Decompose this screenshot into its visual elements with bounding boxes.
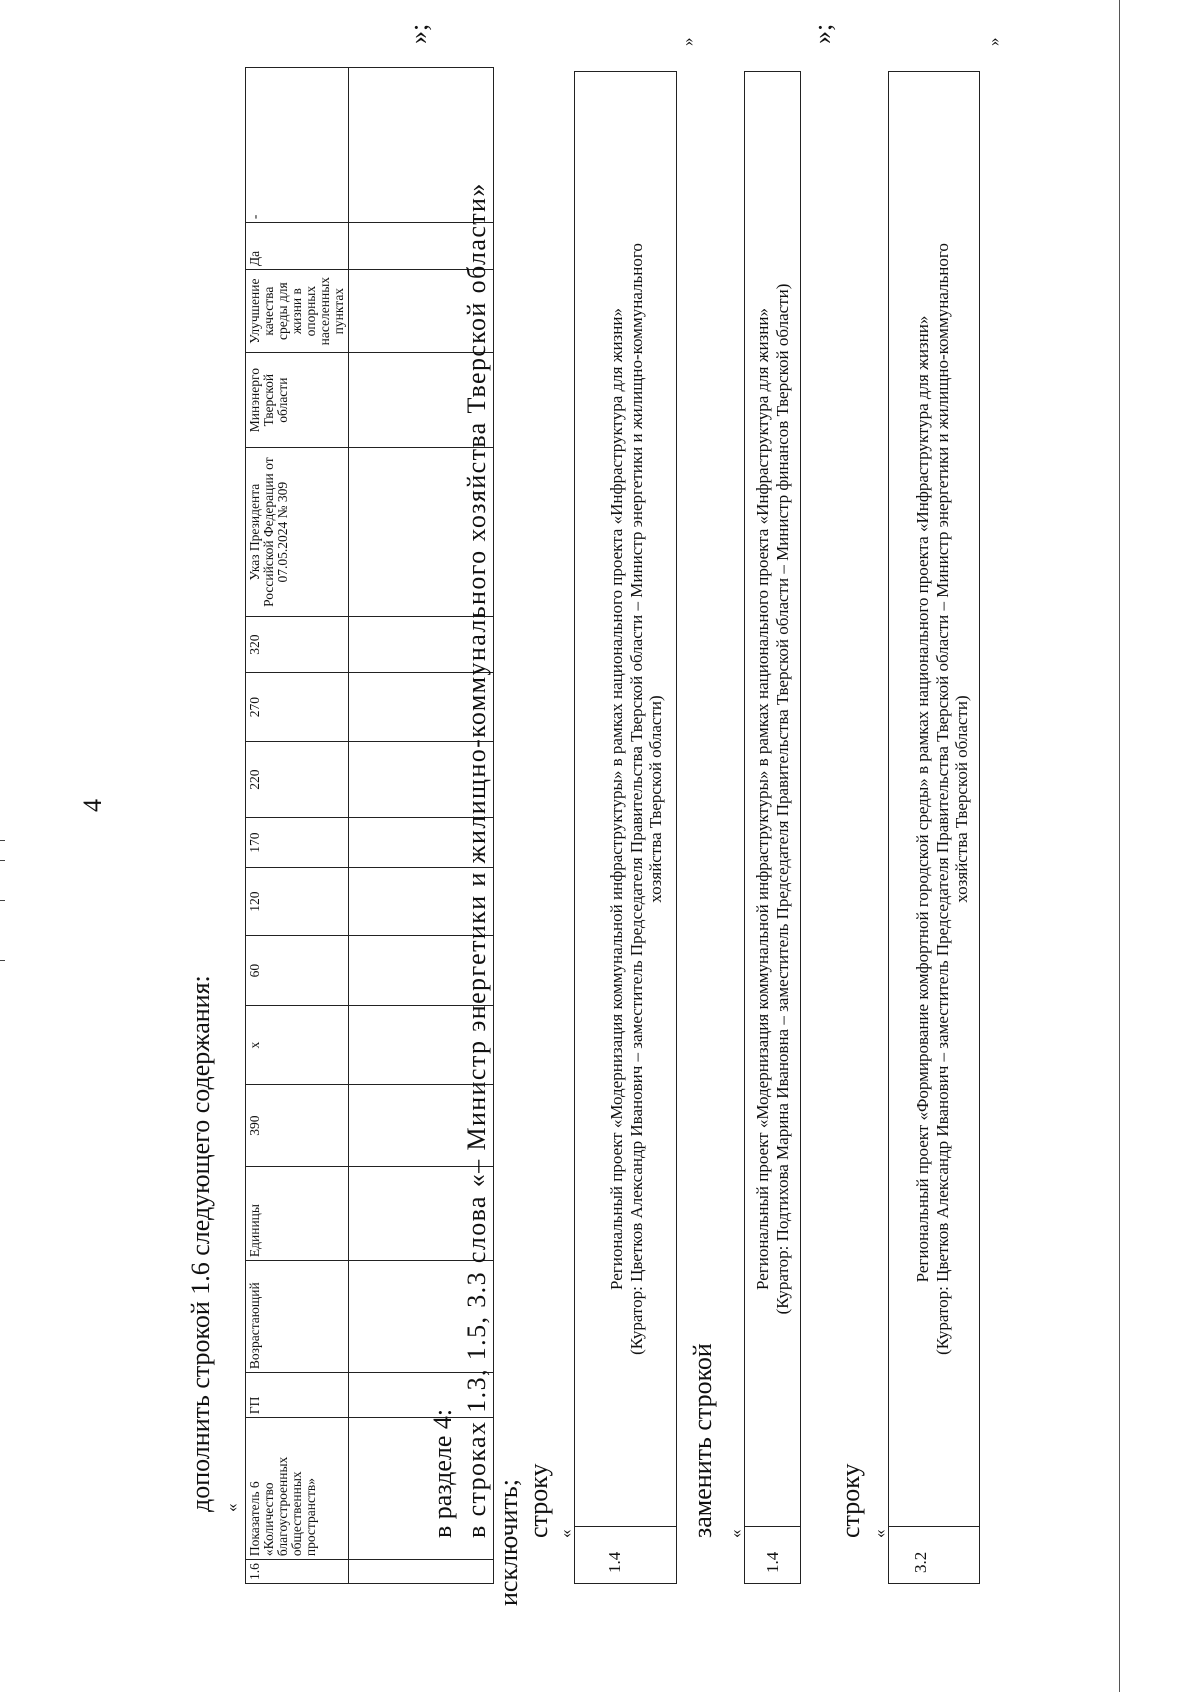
- value-cell: 270: [246, 673, 349, 742]
- project-line: Региональный проект «Формирование комфортной городской среды» в рамках национального проекта «Инфраструктура для жизни»: [913, 315, 932, 1283]
- project-row: [744, 71, 801, 1584]
- value-cell: 320: [246, 617, 349, 673]
- project-line: Региональный проект «Модернизация коммунальной инфраструктуры» в рамках национального проекта «Инфраструктура для жизни»: [607, 308, 626, 1290]
- curator-line: хозяйства Тверской области): [952, 695, 971, 903]
- intro-text: дополнить строкой 1.6 следующего содержания:: [186, 975, 215, 1512]
- curator-line: (Куратор: Подтихова Марина Ивановна – заместитель Председателя Правительства Тверской области – Министр финансов Тверской области): [772, 283, 792, 1315]
- curator-line: (Куратор: Цветков Александр Иванович – заместитель Председателя Правительства Тверской области – Министр энергетики и жилищно-коммунального: [626, 243, 646, 1355]
- value-cell: 60: [246, 936, 349, 1006]
- level-cell: ГП: [246, 1373, 349, 1418]
- open-quote: «: [870, 1529, 889, 1538]
- page-number: 4: [78, 799, 107, 812]
- row-number: 3.2: [889, 1526, 979, 1583]
- table-row: [246, 68, 349, 1584]
- section-heading: в разделе 4:: [428, 1408, 457, 1538]
- unit-cell: Единицы: [246, 1167, 349, 1261]
- replace-text: заменить строкой: [688, 1343, 717, 1538]
- exclude-text: исключить;: [494, 1479, 523, 1606]
- value-cell: x: [246, 1006, 349, 1085]
- responsible-cell: Минэнерго Тверской области: [246, 353, 349, 448]
- row-number: 1.4: [575, 1526, 676, 1583]
- open-quote: «: [222, 1503, 241, 1512]
- project-line: Региональный проект «Модернизация коммунальной инфраструктуры» в рамках национального проекта «Инфраструктура для жизни»: [753, 308, 772, 1290]
- row-number: 1.4: [745, 1526, 800, 1583]
- close-quote: »;: [404, 23, 433, 44]
- goal-cell: Улучшение качества среды для жизни в опорных населенных пунктах: [246, 270, 349, 353]
- close-quote: »;: [808, 23, 837, 44]
- open-quote: «: [726, 1529, 745, 1538]
- flag-cell: Да: [246, 223, 349, 270]
- value-cell: 390: [246, 1085, 349, 1167]
- document-cell: Указ Президента Российской Федерации от 07.05.2024 № 309: [246, 448, 349, 617]
- dash-cell: -: [246, 68, 349, 223]
- close-quote: »: [678, 37, 697, 46]
- open-quote: «: [556, 1529, 575, 1538]
- value-cell: 170: [246, 818, 349, 868]
- indicator-table: [245, 67, 494, 1584]
- row-word: строку: [524, 1463, 553, 1538]
- project-text: [745, 72, 800, 1526]
- trend-cell: Возрастающий: [246, 1261, 349, 1373]
- value-cell: 120: [246, 868, 349, 936]
- indicator-name: Показатель 6 «Количество благоустроенных общественных пространств»: [246, 1418, 349, 1560]
- row-word: строку: [836, 1463, 865, 1538]
- row-number: 1.6: [246, 1560, 349, 1584]
- project-text: [575, 72, 676, 1526]
- close-quote: »: [984, 37, 1003, 46]
- curator-line: (Куратор: Цветков Александр Иванович – заместитель Председателя Правительства Тверской области – Министр энергетики и жилищно-коммунального: [932, 243, 952, 1355]
- project-text: [889, 72, 979, 1526]
- rows-instruction: в строках 1.3, 1.5, 3.3 слова «– Министр энергетики и жилищно-коммунального хозяйства Тверской области»: [462, 182, 491, 1538]
- curator-line: хозяйства Тверской области): [646, 695, 665, 903]
- value-cell: 220: [246, 742, 349, 818]
- project-row: [888, 71, 980, 1584]
- project-row: [574, 71, 677, 1584]
